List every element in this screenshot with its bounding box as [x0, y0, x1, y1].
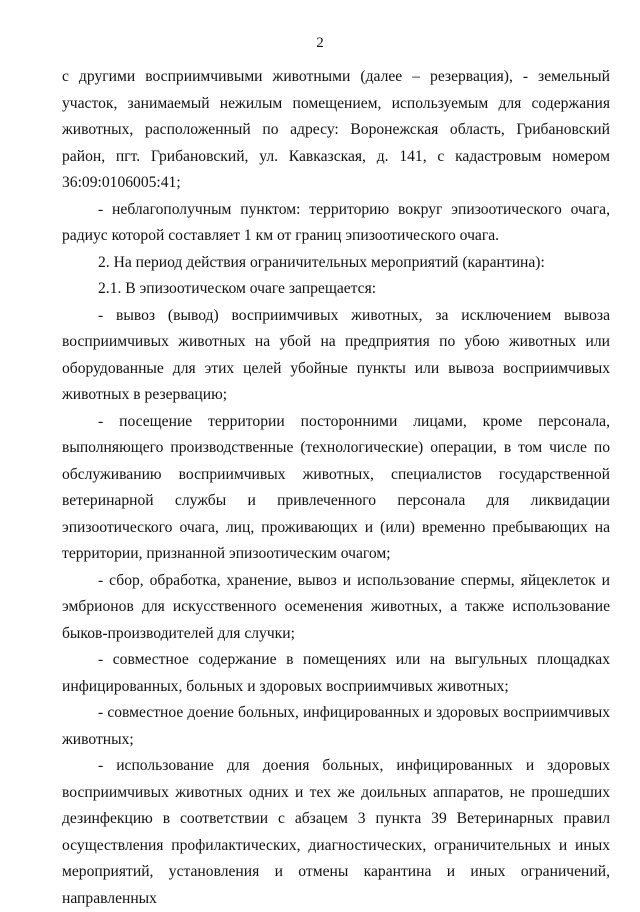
document-body: [62, 64, 610, 912]
page-number: 2: [316, 35, 324, 51]
paragraph-p3: 2. На период действия ограничительных мероприятий (карантина):: [98, 253, 545, 271]
paragraph-p8: - совместное содержание в помещениях или на выгульных площадках инфицированных, больных и здоровых восприимчивых животных;: [62, 651, 610, 695]
paragraph-p6: - посещение территории посторонними лицами, кроме персонала, выполняющего производственные (технологические) операции, в том числе по обслуживанию восприимчивых животных, специалистов государственной ветеринарной службы и привлеченного персонала для ликвидации эпизоотического очага, лиц, проживающих и (или) временно пребывающих на территории, признанной эпизоотическим очагом;: [62, 412, 610, 562]
paragraph-p2: - неблагополучным пунктом: территорию вокруг эпизоотического очага, радиус которой составляет 1 км от границ эпизоотического очага.: [62, 200, 610, 244]
paragraph-p5: - вывоз (вывод) восприимчивых животных, за исключением вывоза восприимчивых животных на убой на предприятия по убою животных или оборудованные для этих целей убойные пункты или вывоза восприимчивых животных в резервацию;: [62, 306, 610, 403]
paragraph-p1: с другими восприимчивыми животными (далее – резервация), - земельный участок, занимаемый нежилым помещением, используемым для содержания животных, расположенный по адресу: Воронежская область, Грибановский район, пгт. Грибановский, ул. Кавказская, д. 141, с кадастровым номером 36:09:0106005:41;: [62, 68, 610, 191]
paragraph-p9: - совместное доение больных, инфицированных и здоровых восприимчивых животных;: [62, 704, 610, 748]
paragraph-p7: - сбор, обработка, хранение, вывоз и использование спермы, яйцеклеток и эмбрионов для искусственного осеменения животных, а также использование быков-производителей для случки;: [62, 571, 610, 642]
paragraph-p4: 2.1. В эпизоотическом очаге запрещается:: [98, 280, 377, 297]
paragraph-p10: - использование для доения больных, инфицированных и здоровых восприимчивых животных одних и тех же доильных аппаратов, не прошедших дезинфекцию в соответствии с абзацем 3 пункта 39 Ветеринарных правил осуществления профилактических, диагностических, ограничительных и иных мероприятий, установления и отмены карантина и иных ограничений, направленных: [62, 757, 610, 907]
